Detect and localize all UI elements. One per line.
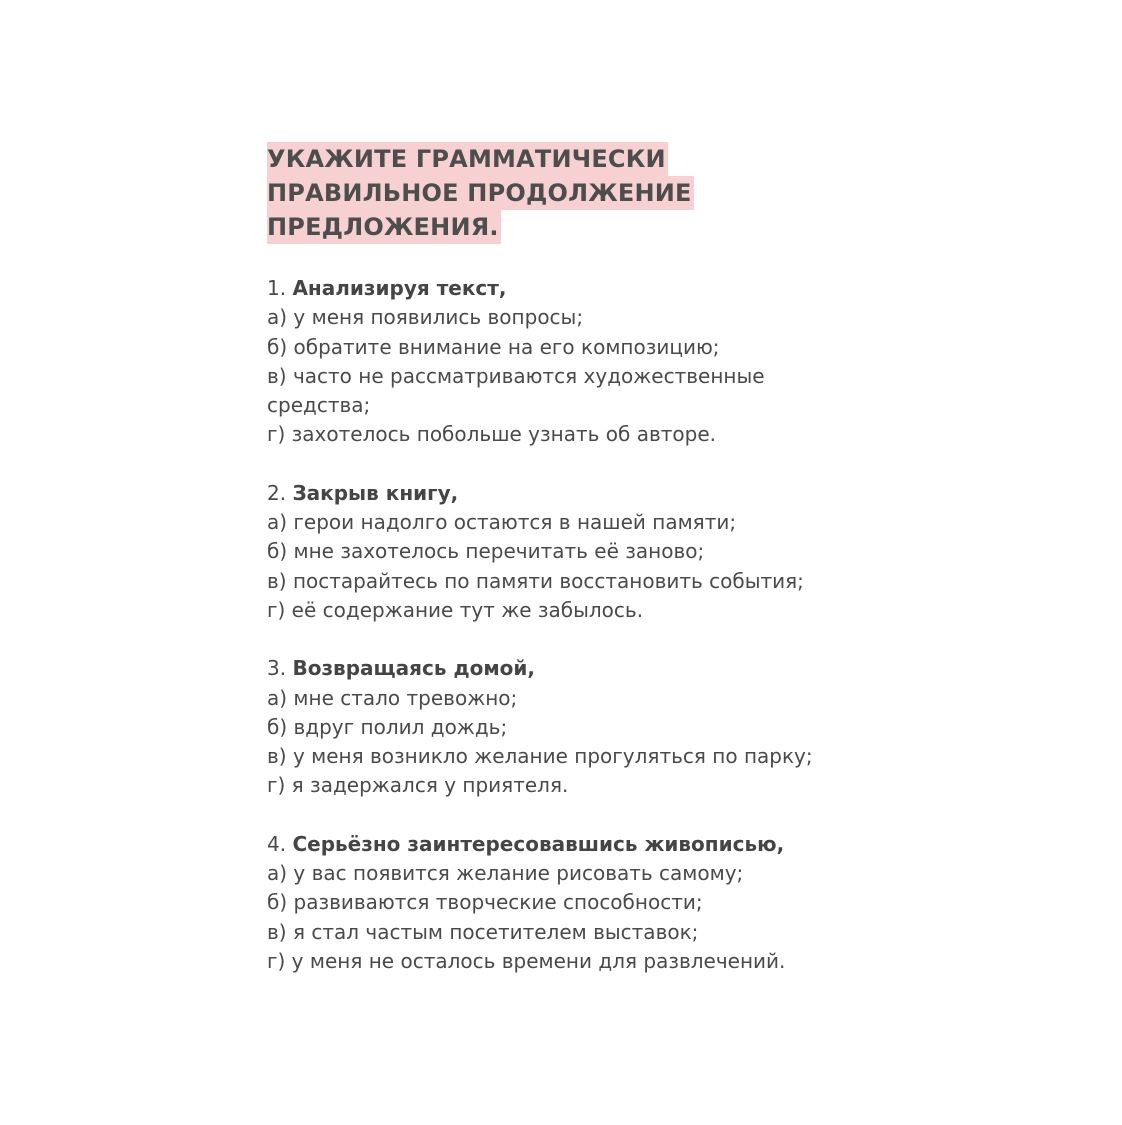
exercise-title <box>267 142 827 244</box>
question-head <box>267 274 827 303</box>
answer-option: а) герои надолго остаются в нашей памяти; <box>267 510 737 535</box>
question-2 <box>267 479 827 625</box>
answer-option: г) её содержание тут же забылось. <box>267 597 644 622</box>
question-prompt: Анализируя текст, <box>292 276 507 300</box>
title-line: ПРЕДЛОЖЕНИЯ. <box>267 210 501 244</box>
answer-option: г) захотелось побольше узнать об авторе. <box>267 422 716 447</box>
answer-option: б) вдруг полил дождь; <box>267 714 508 739</box>
question-prompt: Серьёзно заинтересовавшись живописью, <box>292 831 785 856</box>
title-line: ПРАВИЛЬНОЕ ПРОДОЛЖЕНИЕ <box>267 176 694 210</box>
answer-option: в) постарайтесь по памяти восстановить события; <box>267 568 804 593</box>
question-number: 1. <box>267 276 287 300</box>
answer-option: б) обратите внимание на его композицию; <box>267 334 720 359</box>
question-4 <box>267 830 827 976</box>
question-head <box>267 654 827 683</box>
question-number: 2. <box>267 480 287 505</box>
question-prompt: Закрыв книгу, <box>292 480 459 505</box>
answer-option: г) у меня не осталось времени для развлечений. <box>267 948 786 973</box>
exercise-page <box>267 142 827 1005</box>
title-line: УКАЖИТЕ ГРАММАТИЧЕСКИ <box>267 142 668 176</box>
question-prompt: Возвращаясь домой, <box>292 656 536 681</box>
answer-option: б) мне захотелось перечитать её заново; <box>267 539 705 564</box>
question-1 <box>267 274 827 450</box>
question-head <box>267 479 827 508</box>
answer-option: г) я задержался у приятеля. <box>267 773 569 798</box>
question-3 <box>267 654 827 800</box>
answer-option: а) у вас появится желание рисовать самому; <box>267 861 744 886</box>
answer-option: в) я стал частым посетителем выставок; <box>267 919 699 944</box>
answer-option: в) у меня возникло желание прогуляться по парку; <box>267 744 813 769</box>
question-number: 4. <box>267 831 287 856</box>
answer-option: в) часто не рассматриваются художественные средства; <box>267 363 765 418</box>
answer-option: а) мне стало тревожно; <box>267 685 518 710</box>
question-head <box>267 830 827 859</box>
question-number: 3. <box>267 656 287 681</box>
answer-option: б) развиваются творческие способности; <box>267 890 703 915</box>
answer-option: а) у меня появились вопросы; <box>267 305 584 330</box>
